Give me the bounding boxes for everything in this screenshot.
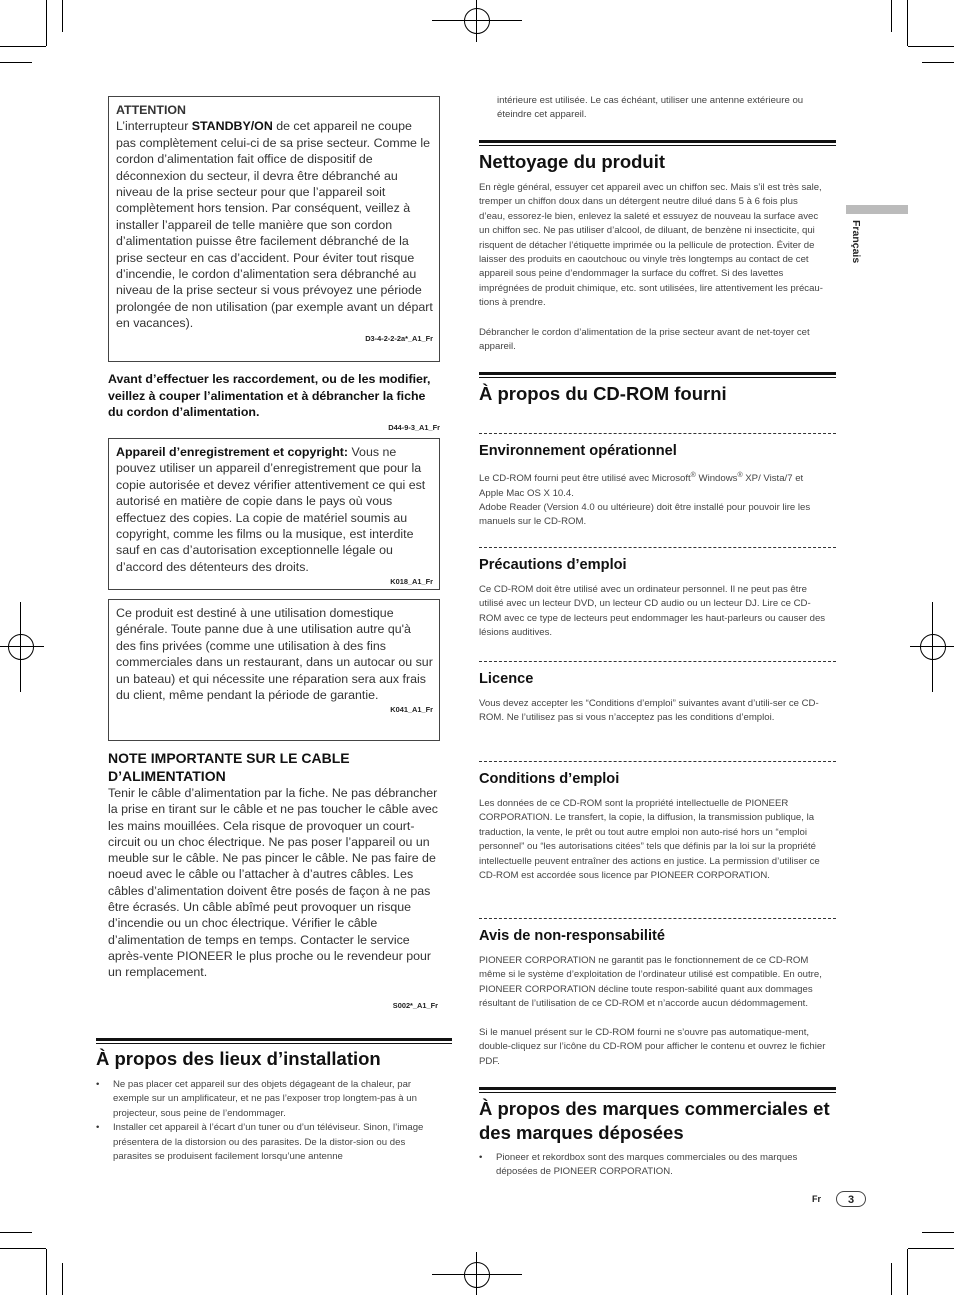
domestic-use-text: Ce produit est destiné à une utilisation domestique générale. Toute panne due à une utilisation autre qu'à des fins privées (comme une utilisation à des fins commerciales dans un restaurant, dans un autocar ou sur un bateau) et qui nécessite une réparation sera aux frais du client, même pendant la période de garantie. [116, 606, 433, 703]
crop-mark [0, 62, 32, 63]
registration-mark [464, 1262, 490, 1288]
crop-mark [908, 46, 954, 47]
language-tab [846, 205, 908, 214]
antenna-continuation-text: intérieure est utilisée. Le cas échéant, utiliser une antenne extérieure ou éteindre cet appareil. [497, 95, 804, 121]
crop-mark [0, 1248, 46, 1249]
attention-box [108, 96, 440, 362]
conditions-text: Les données de ce CD-ROM sont la propriété intellectuelle de PIONEER CORPORATION. Le transfert, la copie, la diffusion, la transmission publique, la traduction, la vente, le prêt ou tout autre emploi non auto-risé hors un “emploi personnel” ou “les autorisations citées” tels que définis par la loi sur la propriété intellectuelle peuvent entraîner des actions en justice. La permission d’utiliser ce CD-ROM est accordée sous licence par PIONEER CORPORATION. [479, 798, 820, 882]
warning-code: D44-9-3_A1_Fr [388, 423, 440, 432]
env-text-4: Adobe Reader (Version 4.0 ou ultérieure) doit être installé pour pouvoir lire les manuels sur le CD-ROM. [479, 502, 811, 528]
prec-title: Précautions d’emploi [479, 557, 627, 573]
env-text [479, 469, 825, 530]
crop-mark [62, 0, 63, 32]
crop-mark [891, 1263, 892, 1295]
cdrom-rule [479, 372, 836, 378]
trademarks-rule [479, 1087, 836, 1093]
registration-mark [920, 634, 946, 660]
attention-standby-label: STANDBY/ON [191, 119, 273, 134]
prec-divider [479, 547, 836, 548]
attention-text-2: de cet appareil ne coupe pas complètement celui-ci de sa prise secteur. Comme le cordon d’alimentation fait office de dispositif de déconnexion du secteur, il devra être débranché au niveau de la prise secteur pour que l’appareil soit complètement hors tension. Par conséquent, veillez à installer l’appareil de telle manière que son cordon d’alimentation puisse être facilement débranché de la prise secteur en cas d’accident. Pour éviter tout risque d’incendie, le cordon d’alimentation sera débranché au niveau de la prise secteur si vous prévoyez une période prolongée de non utilisation (par exemple avant un départ en vacances). [116, 119, 433, 331]
cdrom-title: À propos du CD-ROM fourni [479, 383, 727, 404]
disclaimer-divider [479, 918, 836, 919]
env-divider [479, 433, 836, 434]
crop-mark [907, 1249, 908, 1295]
list-item: • Pioneer et rekordbox sont des marques commerciales ou des marques déposées de PIONEER CORPORATION. [479, 1151, 819, 1180]
cleaning-rule [479, 140, 836, 146]
licence-text: Vous devez accepter les “Conditions d’emploi” suivantes avant d’utili-ser ce CD-ROM. Ne l’utilisez pas si vous n’acceptez pas les conditions d’emploi. [479, 698, 819, 724]
crop-mark [46, 1249, 47, 1295]
crop-mark [891, 0, 892, 32]
crop-mark [922, 1232, 954, 1233]
env-text-1: Le CD-ROM fourni peut être utilisé avec Microsoft [479, 473, 691, 485]
conditions-title: Conditions d’emploi [479, 771, 620, 787]
env-title: Environnement opérationnel [479, 443, 677, 459]
installation-rule [96, 1038, 452, 1044]
trademarks-list [479, 1151, 819, 1180]
power-cable-text: Tenir le câble d’alimentation par la fiche. Ne pas débrancher la prise en tirant sur le câble et ne pas toucher le câble avec les mains mouillées. Cela risque de provoquer un court-circuit ou un choc électrique. Ne pas poser l’appareil ou un meuble sur le câble. Ne pas pincer le câble. Ne pas faire de noeud avec le câble ou l’attacher à d’autres câbles. Les câbles d’alimentation doivent être posés de façon à ne pas être écrasés. Un câble abîmé peut provoquer un risque d’incendie ou un choc électrique. Vérifier le câble d’alimentation de temps en temps. Contacter le service après-vente PIONEER le plus proche ou le revendeur pour un remplacement. [108, 786, 438, 980]
registration-mark [464, 8, 490, 34]
power-cable-title: NOTE IMPORTANTE SUR LE CABLE D’ALIMENTATION [108, 750, 350, 784]
cleaning-text-unplug: Débrancher le cordon d’alimentation de la prise secteur avant de net-toyer cet appareil. [479, 327, 810, 353]
registration-mark [432, 20, 522, 21]
disclaimer-text: PIONEER CORPORATION ne garantit pas le fonctionnement de ce CD-ROM même si le système d’exploitation de l’ordinateur utilisé est compatible. En outre, PIONEER CORPORATION décline toute respon-sabilité quant aux dommages résultant de l’utilisation de ce CD-ROM et n’accorde aucun dédommagement. [479, 955, 822, 1010]
crop-mark [907, 0, 908, 46]
attention-code: D3-4-2-2-2a*_A1_Fr [365, 333, 433, 343]
registration-mark [0, 646, 44, 647]
crop-mark [0, 46, 46, 47]
disclaimer-text-pdf: Si le manuel présent sur le CD-ROM fourni ne s’ouvre pas automatique-ment, double-cliquez sur l’icône du CD-ROM pour afficher le contenu et ouvrez le fichier PDF. [479, 1027, 826, 1067]
registration-mark [476, 1252, 477, 1295]
crop-mark [62, 1263, 63, 1295]
page-number: 3 [836, 1191, 866, 1207]
warning-text: Avant d’effectuer les raccordement, ou de les modifier, veillez à couper l’alimentation et à débrancher la fiche du cordon d’alimentation. [108, 372, 431, 420]
installation-list [96, 1078, 444, 1164]
attention-title: ATTENTION [116, 103, 186, 117]
attention-text [116, 118, 433, 331]
language-tab-label: Français [850, 220, 862, 264]
registration-mark [8, 634, 34, 660]
env-text-2: Windows [695, 473, 738, 485]
installation-title: À propos des lieux d’installation [96, 1048, 381, 1069]
cleaning-text: En règle général, essuyer cet appareil avec un chiffon sec. Mais s’il est très sale, tremper un chiffon doux dans un détergent neutre dilué dans 5 à 6 fois plus d’eau, essorez-le bien, enlevez la saleté et essuyez de nouveau la surface avec un chiffon sec. Ne pas utiliser d’alcool, de diluant, de benzène ni insecticite, qui risquent de détacher l’étiquette imprimée ou la pellicule de protection. Éviter de laisser des produits en caoutchouc ou vinyle très longtemps au contact de cet appareil sous peine d’endommager la surface du coffret. Si des lavettes imprégnées de produit chimique, etc. sont utilisées, lire attentivement les précau-tions à prendre. [479, 182, 823, 309]
crop-mark [922, 62, 954, 63]
copyright-code: K018_A1_Fr [390, 577, 433, 587]
copyright-text [116, 444, 433, 575]
crop-mark [908, 1248, 954, 1249]
cleaning-title: Nettoyage du produit [479, 151, 666, 172]
domestic-use-code: K041_A1_Fr [390, 705, 433, 715]
copyright-body: Vous ne pouvez utiliser un appareil d’enregistrement que pour la copie autorisée et devez vérifier attentivement ce qui est autorisé en matière de copie dans le pays où vous effectuez des copies. La copie de matériel soumis au copyright, comme les films ou la musique, est interdite sauf en cas d’autorisation exceptionnelle légale ou d’accord des détenteurs des droits. [116, 445, 426, 574]
registered-mark: ® [737, 472, 743, 479]
registration-mark [20, 602, 21, 692]
registration-mark [432, 1274, 522, 1275]
registration-mark [476, 0, 477, 42]
conditions-divider [479, 761, 836, 762]
env-text-3: XP/ Vista/7 et Apple Mac OS X 10.4. [479, 473, 804, 499]
list-item: • Installer cet appareil à l’écart d’un tuner ou d’un téléviseur. Sinon, l’image présentera de la distorsion ou des parasites. De la distor-sion ou des parasites se produisent facilement lorsqu’une antenne [96, 1121, 444, 1164]
crop-mark [0, 1232, 32, 1233]
disclaimer-title: Avis de non-responsabilité [479, 928, 665, 944]
list-item: • Ne pas placer cet appareil sur des objets dégageant de la chaleur, par exemple sur un amplificateur, et ne pas l’exposer trop longtem-pas à un projecteur, sous peine de l’endommager. [96, 1078, 444, 1121]
registered-mark: ® [690, 472, 696, 479]
trademarks-title: À propos des marques commerciales et des marques déposées [479, 1098, 830, 1143]
footer-lang-code: Fr [812, 1194, 821, 1204]
prec-text: Ce CD-ROM doit être utilisé avec un ordinateur personnel. Il ne peut pas être utilisé avec un lecteur DVD, un lecteur CD audio ou un lecteur DJ. Lire ce CD-ROM avec ce type de lecteurs peut endommager les haut-parleurs ou causer des lésions auditives. [479, 584, 826, 639]
attention-text-1: L’interrupteur [116, 119, 192, 134]
licence-title: Licence [479, 671, 534, 687]
registration-mark [932, 602, 933, 692]
domestic-use-box [108, 599, 440, 741]
power-cable-code: S002*_A1_Fr [392, 1001, 438, 1010]
copyright-box [108, 438, 440, 590]
licence-divider [479, 661, 836, 662]
copyright-title: Appareil d’enregistrement et copyright: [116, 445, 349, 459]
crop-mark [46, 0, 47, 46]
